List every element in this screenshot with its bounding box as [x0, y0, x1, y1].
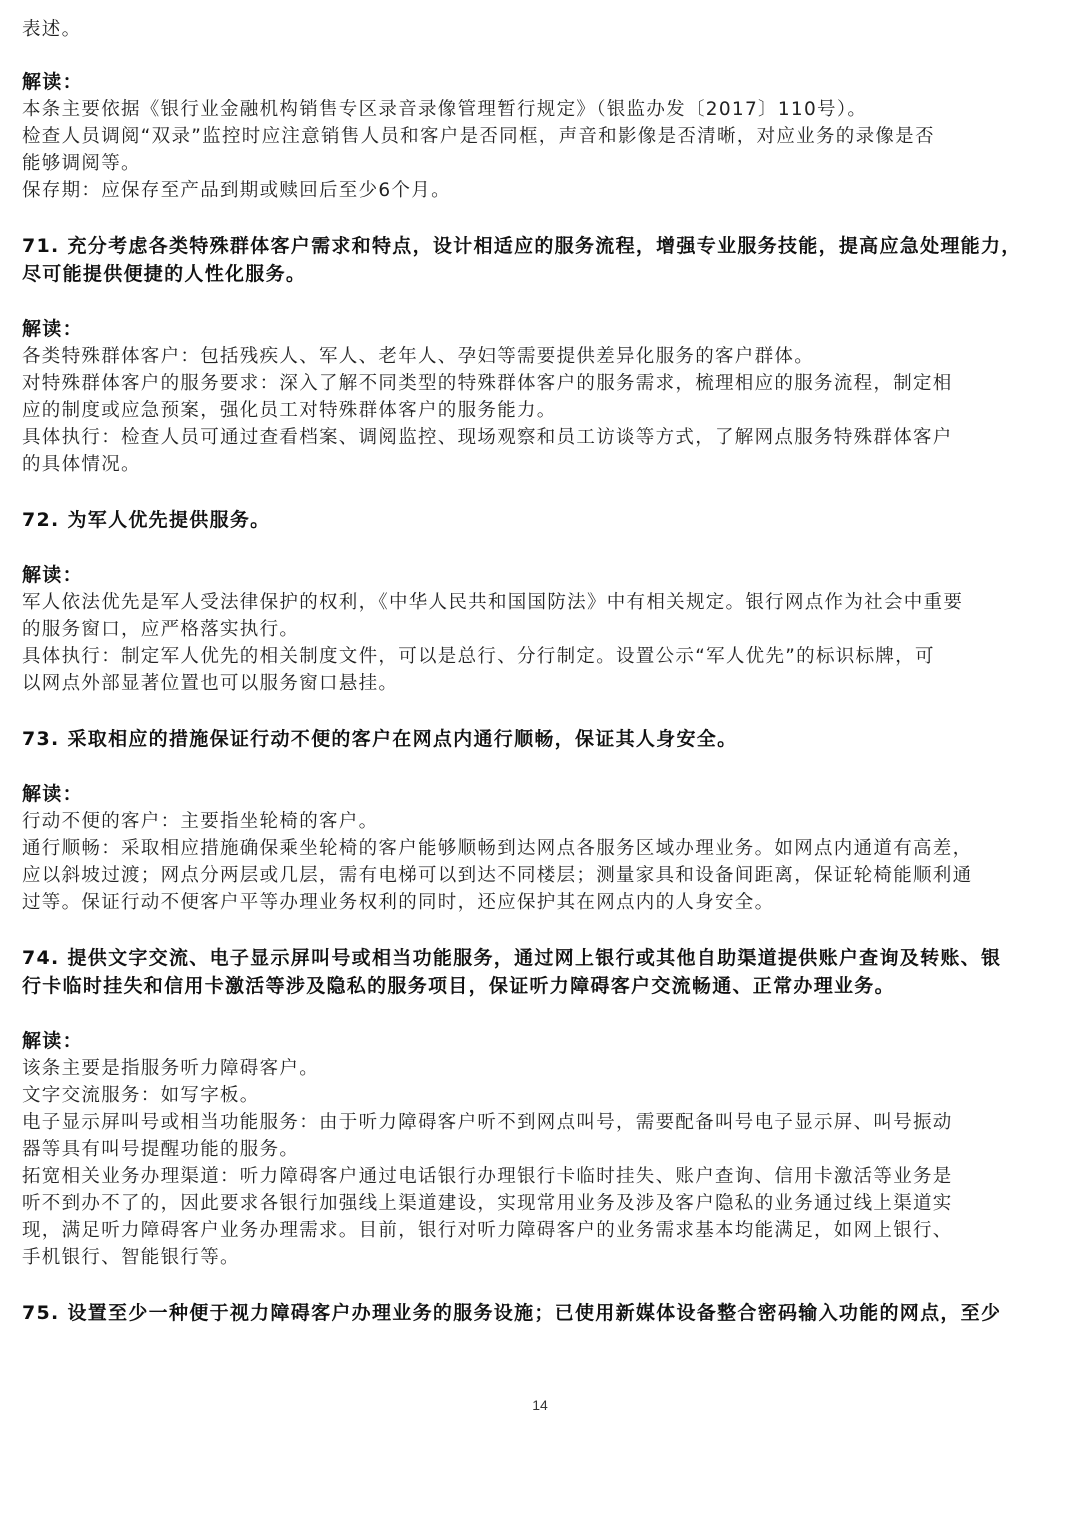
document-page: [22, 16, 1054, 1327]
clause-heading-line: 75. 设置至少一种便于视力障碍客户办理业务的服务设施；已使用新媒体设备整合密码输入功能的网点，至少: [22, 1302, 1002, 1324]
interpretation-label: 解读：: [22, 564, 83, 586]
clause-heading-line: 72. 为军人优先提供服务。: [22, 509, 271, 531]
interpretation-label: 解读：: [22, 318, 83, 340]
clause-heading-line: 73. 采取相应的措施保证行动不便的客户在网点内通行顺畅，保证其人身安全。: [22, 728, 738, 750]
paragraph-gap: [22, 1271, 1054, 1299]
body-line: 现，满足听力障碍客户业务办理需求。目前，银行对听力障碍客户的业务需求基本均能满足，如网上银行、: [22, 1220, 953, 1241]
paragraph-gap: [22, 534, 1054, 562]
body-line: 该条主要是指服务听力障碍客户。: [22, 1058, 320, 1079]
page-number: 14: [532, 1397, 548, 1413]
interpretation-label: 解读：: [22, 1030, 83, 1052]
interpretation-label: 解读：: [22, 71, 83, 93]
body-line: 的服务窗口，应严格落实执行。: [22, 619, 300, 640]
body-line: 表述。: [22, 19, 82, 40]
paragraph-gap: [22, 43, 1054, 69]
body-line: 具体执行：检查人员可通过查看档案、调阅监控、现场观察和员工访谈等方式，了解网点服务特殊群体客户: [22, 427, 953, 448]
body-line: 军人依法优先是军人受法律保护的权利，《中华人民共和国国防法》中有相关规定。银行网点作为社会中重要: [22, 592, 964, 613]
body-line: 器等具有叫号提醒功能的服务。: [22, 1139, 300, 1160]
body-line: 能够调阅等。: [22, 153, 141, 174]
body-line: 的具体情况。: [22, 454, 141, 475]
body-line: 文字交流服务：如写字板。: [22, 1085, 260, 1106]
clause-heading-line: 尽可能提供便捷的人性化服务。: [22, 263, 307, 285]
body-line: 拓宽相关业务办理渠道：听力障碍客户通过电话银行办理银行卡临时挂失、账户查询、信用卡激活等业务是: [22, 1166, 953, 1187]
body-line: 本条主要依据《银行业金融机构销售专区录音录像管理暂行规定》（银监办发〔2017〕110号）。: [22, 99, 868, 120]
body-line: 电子显示屏叫号或相当功能服务：由于听力障碍客户听不到网点叫号，需要配备叫号电子显示屏、叫号振动: [22, 1112, 953, 1133]
clause-heading-line: 行卡临时挂失和信用卡激活等涉及隐私的服务项目，保证听力障碍客户交流畅通、正常办理业务。: [22, 975, 895, 997]
paragraph-gap: [22, 288, 1054, 316]
paragraph-gap: [22, 1000, 1054, 1028]
paragraph-gap: [22, 204, 1054, 232]
paragraph-gap: [22, 916, 1054, 944]
clause-heading-line: 71. 充分考虑各类特殊群体客户需求和特点，设计相适应的服务流程，增强专业服务技能，提高应急处理能力，: [22, 235, 1022, 257]
body-line: 对特殊群体客户的服务要求：深入了解不同类型的特殊群体客户的服务需求，梳理相应的服务流程，制定相: [22, 373, 953, 394]
body-line: 保存期：应保存至产品到期或赎回后至少6个月。: [22, 180, 451, 201]
body-line: 以网点外部显著位置也可以服务窗口悬挂。: [22, 673, 399, 694]
body-line: 过等。保证行动不便客户平等办理业务权利的同时，还应保护其在网点内的人身安全。: [22, 892, 775, 913]
body-line: 检查人员调阅“双录”监控时应注意销售人员和客户是否同框，声音和影像是否清晰，对应业务的录像是否: [22, 126, 935, 147]
interpretation-label: 解读：: [22, 783, 83, 805]
body-line: 手机银行、智能银行等。: [22, 1247, 240, 1268]
body-line: 通行顺畅：采取相应措施确保乘坐轮椅的客户能够顺畅到达网点各服务区域办理业务。如网点内通道有高差，: [22, 838, 973, 859]
paragraph-gap: [22, 753, 1054, 781]
clause-heading-line: 74. 提供文字交流、电子显示屏叫号或相当功能服务，通过网上银行或其他自助渠道提供账户查询及转账、银: [22, 947, 1002, 969]
body-line: 行动不便的客户：主要指坐轮椅的客户。: [22, 811, 379, 832]
paragraph-gap: [22, 697, 1054, 725]
body-line: 听不到办不了的，因此要求各银行加强线上渠道建设，实现常用业务及涉及客户隐私的业务通过线上渠道实: [22, 1193, 953, 1214]
body-line: 应以斜坡过渡；网点分两层或几层，需有电梯可以到达不同楼层；测量家具和设备间距离，保证轮椅能顺利通: [22, 865, 973, 886]
paragraph-gap: [22, 478, 1054, 506]
body-line: 应的制度或应急预案，强化员工对特殊群体客户的服务能力。: [22, 400, 557, 421]
body-line: 各类特殊群体客户：包括残疾人、军人、老年人、孕妇等需要提供差异化服务的客户群体。: [22, 346, 815, 367]
body-line: 具体执行：制定军人优先的相关制度文件，可以是总行、分行制定。设置公示“军人优先”的标识标牌，可: [22, 646, 935, 667]
